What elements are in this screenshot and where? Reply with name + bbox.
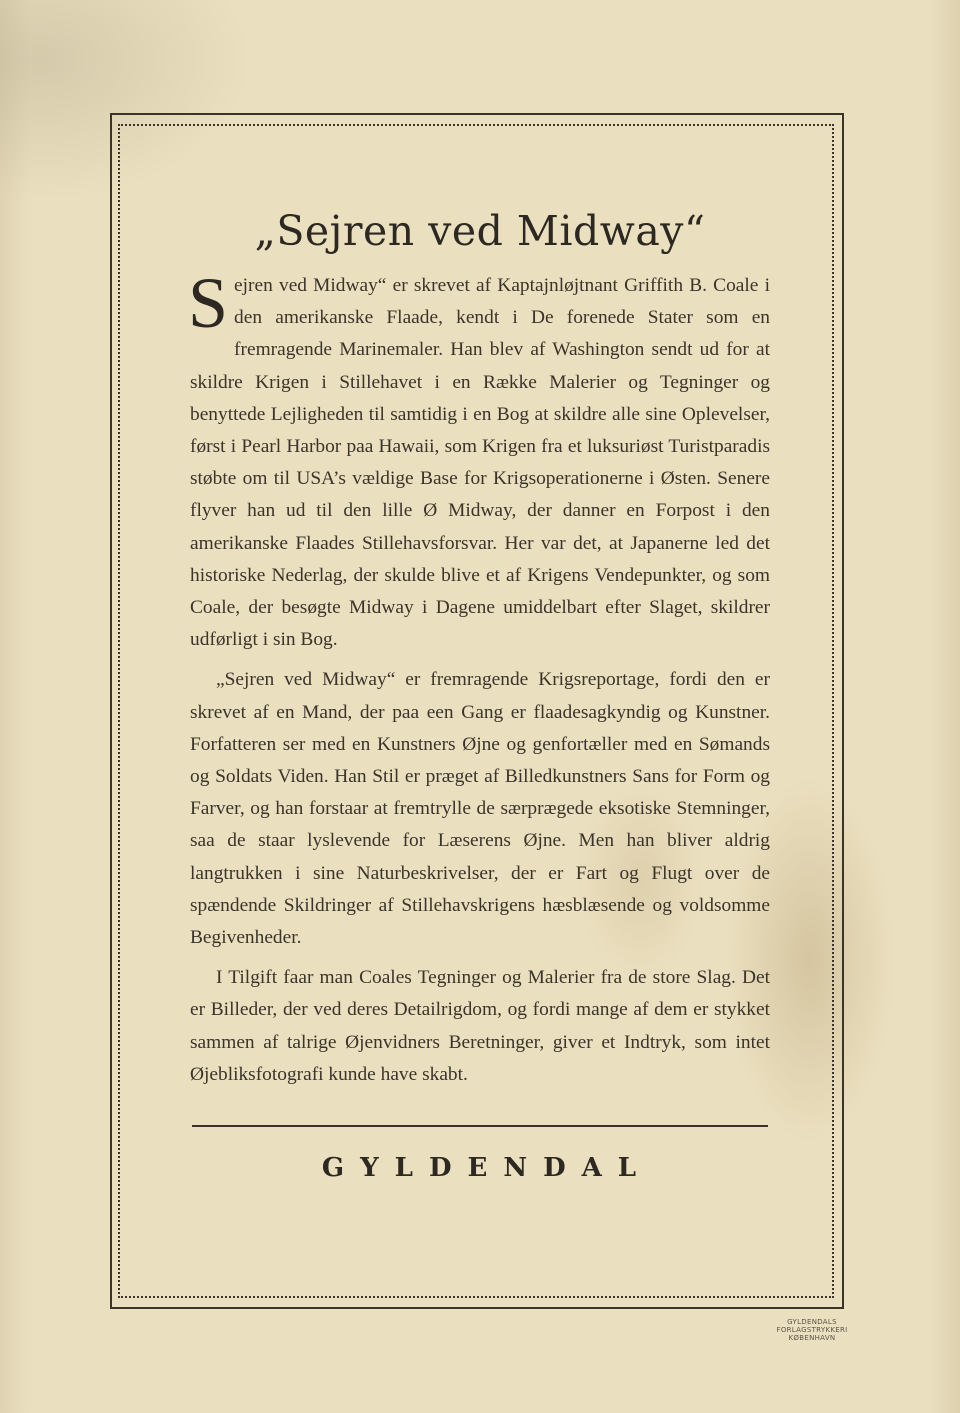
book-title: „Sejren ved Midway“: [254, 207, 706, 255]
publisher-name: GYLDENDAL: [321, 1153, 653, 1184]
printer-stamp: [770, 1318, 854, 1342]
printer-stamp-line: FORLAGSTRYKKERI: [776, 1326, 848, 1334]
printer-stamp-line: GYLDENDALS: [787, 1318, 837, 1326]
paragraph-1-text: ejren ved Midway“ er skrevet af Kaptajnløjtnant Griffith B. Coale i den amerikanske Flaade, kendt i De forenede Stater som en fremragende Marinemaler. Han blev af Washington sendt ud for at skildre Krigen i Stillehavet i en Række Malerier og Tegninger og benyttede Lejligheden til samtidig i en Bog at skildre alle sine Oplevelser, først i Pearl Harbor paa Hawaii, som Krigen fra et luksuriøst Turistparadis støbte om til USA’s vældige Base for Krigsoperationerne i Østen. Senere flyver han ud til den lille Ø Midway, der danner en Forpost i den amerikanske Flaades Stillehavsforsvar. Her var det, at Japanerne led det historiske Nederlag, der skulde blive et af Krigens Vendepunkter, og som Coale, der besøgte Midway i Dagene umiddelbart efter Slaget, skildrer udførligt i sin Bog.: [190, 275, 770, 651]
drop-cap: S: [188, 263, 229, 343]
paragraph-1: [188, 263, 770, 656]
paragraph-2: „Sejren ved Midway“ er fremragende Krigsreportage, fordi den er skrevet af en Mand, der paa een Gang er flaadesagkyndig og Kunstner. Forfatteren ser med en Kunstners Øjne og genfortæller med en Sømands og Soldats Viden. Han Stil er præget af Billedkunstners Sans for Form og Farver, og han forstaar at fremtrylle de særprægede eksotiske Stemninger, saa de staar lyslevende for Læserens Øjne. Men han bliver aldrig langtrukken i sine Naturbeskrivelser, der er Fart og Flugt over de spændende Skildringer af Stillehavskrigens hæsblæsende og voldsomme Begivenheder.: [190, 669, 770, 949]
divider-rule: [192, 1125, 768, 1127]
back-cover-text: [190, 200, 770, 1183]
paragraph-3: I Tilgift faar man Coales Tegninger og Malerier fra de store Slag. Det er Billeder, der ved deres Detailrigdom, og fordi mange af dem er stykket sammen af talrige Øjenvidners Beretninger, giver et Indtryk, som intet Øjebliksfotografi kunde have skabt.: [190, 967, 770, 1085]
printer-stamp-line: KØBENHAVN: [788, 1334, 836, 1342]
